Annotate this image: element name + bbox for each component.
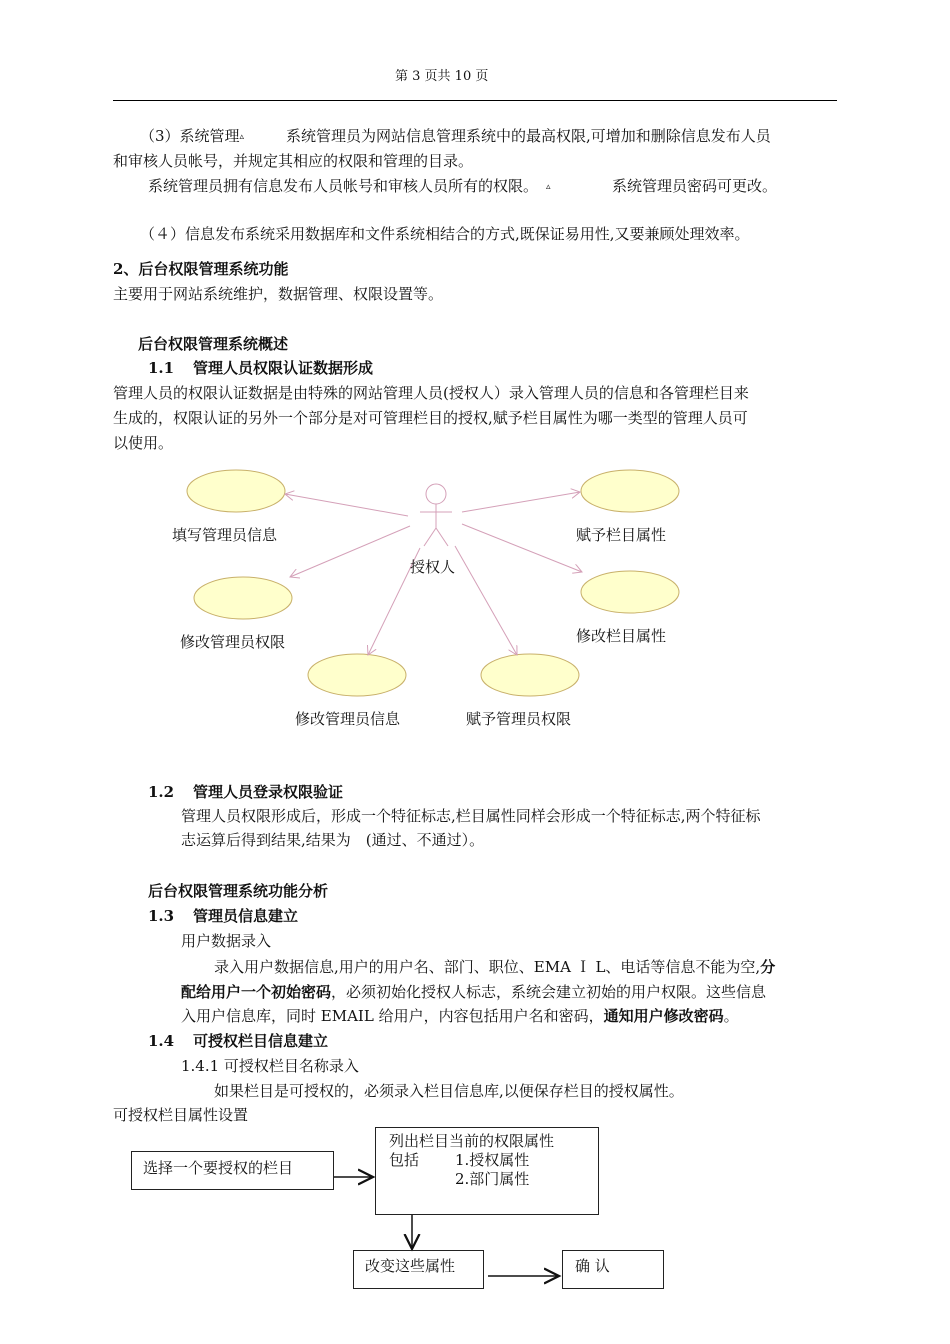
p13-line1-text: 录入用户数据信息,用户的用户名、部门、职位、EMA Ｉ L、电话等信息不能为空, [214,958,761,976]
usecase-modify-column-attr [581,571,679,613]
analysis-heading: 后台权限管理系统功能分析 [148,882,329,900]
usecase-assign-perm [481,654,579,696]
actor-icon [420,484,452,546]
usecase-modify-perm [194,577,292,619]
para-3-line3-text: 系统管理员拥有信息发布人员帐号和审核人员所有的权限。 [148,177,539,195]
mark-icon: ▵ [546,182,551,192]
p12-line1: 管理人员权限形成后，形成一个特征标志,栏目属性同样会形成一个特征标志,两个特征标 [181,807,761,825]
p13-line2 [181,981,766,1003]
flow-box-change-label: 改变这些属性 [365,1257,456,1275]
para-3-line3-rest: 系统管理员密码可更改。 [612,177,778,195]
para-4: （４）信息发布系统采用数据库和文件系统相结合的方式,既保证易用性,又要兼顾处理效率。 [140,225,750,243]
h14-number: 1.4 [148,1032,175,1050]
para-3-line2: 和审核人员帐号，并规定其相应的权限和管理的目录。 [113,152,474,170]
usecase-label-assign-perm: 赋予管理员权限 [466,710,572,728]
p141: 如果栏目是可授权的，必须录入栏目信息库,以便保存栏目的授权属性。 [214,1082,684,1100]
h11-number: 1.1 [148,359,175,377]
usecase-label-assign-column-attr: 赋予栏目属性 [576,526,667,544]
p13-line1-bold: 分 [760,958,776,976]
usecase-label-modify-perm: 修改管理员权限 [180,633,286,651]
arrow-assign-perm [455,546,517,655]
h13-number: 1.3 [148,907,175,925]
actor-label: 授权人 [410,558,456,576]
flow-box-confirm-label: 确 认 [575,1257,610,1275]
p13-line1 [214,956,775,978]
page-header: 第 3 页共 10 页 [395,69,489,84]
p13-line3-text: 入用户信息库，同时 EMAIL 给用户，内容包括用户名和密码， [181,1007,604,1025]
usecase-label-fill-info: 填写管理员信息 [172,526,278,544]
overview-heading: 后台权限管理系统概述 [138,335,289,353]
section-2-heading: 2、后台权限管理系统功能 [113,260,289,278]
p13-line3 [181,1005,739,1027]
usecase-label-modify-column-attr: 修改栏目属性 [576,627,667,645]
arrow-assign-column-attr [462,492,580,512]
h141-title: 1.4.1 可授权栏目名称录入 [181,1057,359,1075]
p13-line3-bold: 通知用户修改密码 [603,1007,724,1025]
flow-box-select [131,1151,334,1190]
flow-box-list [375,1127,599,1215]
mark-icon: ▵ [239,132,245,142]
p12-line2: 志运算后得到结果,结果为 (通过、不通过）。 [181,831,485,849]
p11-line3: 以使用。 [113,434,174,452]
arrow-modify-perm [290,526,410,577]
h12-number: 1.2 [148,783,175,801]
h12-title: 管理人员登录权限验证 [193,783,344,801]
p13-line2-text: ，必须初始化授权人标志，系统会建立初始的用户权限。这些信息 [331,983,767,1001]
usecase-fill-info [187,470,285,512]
para-3-line1-rest: 系统管理员为网站信息管理系统中的最高权限,可增加和删除信息发布人员 [286,127,771,145]
flow-title: 可授权栏目属性设置 [113,1106,249,1124]
flow-box-select-label: 选择一个要授权的栏目 [143,1159,294,1177]
usecase-label-modify-info: 修改管理员信息 [295,710,401,728]
usecase-assign-column-attr [581,470,679,512]
p13-line3-end: 。 [723,1007,739,1025]
usecase-modify-info [308,654,406,696]
flow-box-list-line2b: 1.授权属性 [455,1151,530,1169]
flow-box-list-line1: 列出栏目当前的权限属性 [389,1132,555,1150]
flow-box-change [353,1250,484,1289]
arrow-modify-column-attr [462,524,582,572]
flow-box-list-line2a: 包括 [389,1151,420,1169]
sub-title-user-data: 用户数据录入 [181,932,272,950]
h13-title: 管理员信息建立 [193,907,299,925]
p11-line2: 生成的，权限认证的另外一个部分是对可管理栏目的授权,赋予栏目属性为哪一类型的管理人员可 [113,409,748,427]
h11-title: 管理人员权限认证数据形成 [193,359,374,377]
para-3-label: （3）系统管理 [140,127,240,145]
flow-box-confirm [562,1250,664,1289]
flow-box-list-line3: 2.部门属性 [455,1170,530,1188]
p11-line1: 管理人员的权限认证数据是由特殊的网站管理人员(授权人）录入管理人员的信息和各管理栏目来 [113,384,749,402]
p13-line2-bold: 配给用户一个初始密码 [181,983,332,1001]
h14-title: 可授权栏目信息建立 [193,1032,329,1050]
arrow-fill-info [285,494,408,516]
section-2-intro: 主要用于网站系统维护，数据管理、权限设置等。 [113,285,444,303]
